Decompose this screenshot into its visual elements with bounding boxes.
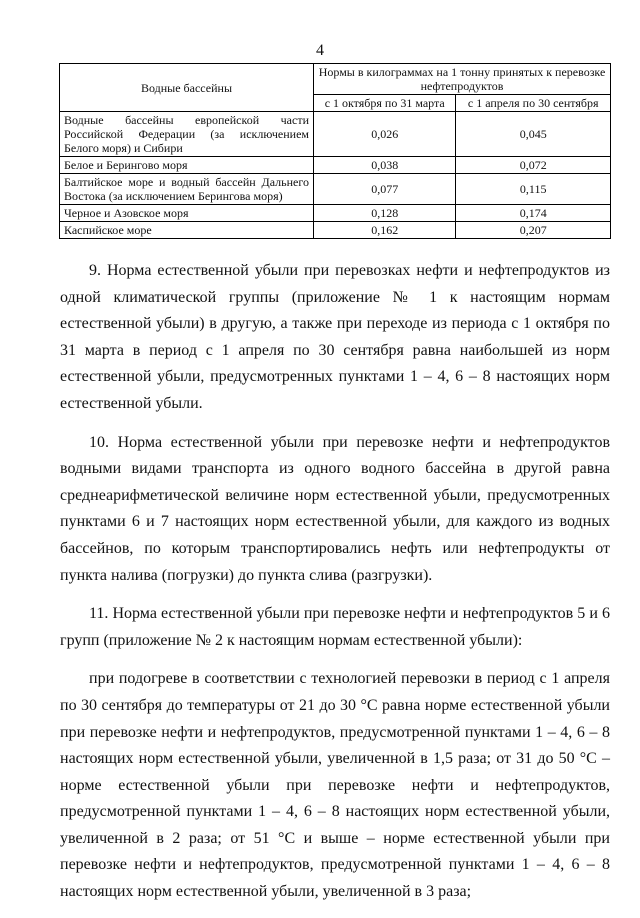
- table-row: [60, 222, 611, 239]
- norm-winter: 0,077: [314, 174, 456, 205]
- norm-summer: 0,072: [456, 157, 611, 174]
- norm-summer: 0,045: [456, 112, 611, 157]
- table-row: [60, 157, 611, 174]
- norm-summer: 0,174: [456, 205, 611, 222]
- table-row: [60, 112, 611, 157]
- paragraph-11: 11. Норма естественной убыли при перевозке нефти и нефтепродуктов 5 и 6 групп (приложение № 2 к настоящим нормам естественной убыли):: [60, 605, 610, 649]
- norm-summer: 0,115: [456, 174, 611, 205]
- basin-name: Белое и Берингово моря: [60, 157, 314, 174]
- header-basin: Водные бассейны: [60, 64, 314, 112]
- paragraph-11-heating: при подогреве в соответствии с технологией перевозки в период с 1 апреля по 30 сентября до температуры от 21 до 30 °С равна норме естественной убыли при перевозке нефти и нефтепродуктов, предусмотренной пунктами 1 – 4, 6 – 8 настоящих норм естественной убыли, увеличенной в 1,5 раза; от 31 до 50 °С – норме естественной убыли при перевозке нефти и нефтепродуктов, предусмотренной пунктами 1 – 4, 6 – 8 настоящих норм естественной убыли, увеличенной в 2 раза; от 51 °С и выше – норме естественной убыли при перевозке нефти и нефтепродуктов, предусмотренной пунктами 1 – 4, 6 – 8 настоящих норм естественной убыли, увеличенной в 3 раза;: [60, 670, 610, 901]
- norm-winter: 0,038: [314, 157, 456, 174]
- basin-name: Каспийское море: [60, 222, 314, 239]
- page-number: 4: [316, 42, 324, 59]
- norm-winter: 0,128: [314, 205, 456, 222]
- header-norms: Нормы в килограммах на 1 тонну принятых к перевозке нефтепродуктов: [314, 64, 611, 95]
- norms-table: [59, 63, 611, 239]
- norm-winter: 0,162: [314, 222, 456, 239]
- basin-name: Балтийское море и водный бассейн Дальнего Востока (за исключением Берингова моря): [60, 174, 314, 205]
- basin-name: Водные бассейны европейской части Российской Федерации (за исключением Белого моря) и Сибири: [60, 112, 314, 157]
- paragraph-9: 9. Норма естественной убыли при перевозках нефти и нефтепродуктов из одной климатической группы (приложение № 1 к настоящим нормам естественной убыли) в другую, а также при переходе из периода с 1 октября по 31 марта в период с 1 апреля по 30 сентября равна наибольшей из норм естественной убыли, предусмотренных пунктами 1 – 4, 6 – 8 настоящих норм естественной убыли.: [60, 262, 610, 412]
- paragraph-10: 10. Норма естественной убыли при перевозке нефти и нефтепродуктов водными видами транспорта из одного водного бассейна в другой равна среднеарифметической величине норм естественной убыли, предусмотренных пунктами 6 и 7 настоящих норм естественной убыли, для каждого из водных бассейнов, по которым транспортировались нефть или нефтепродукты от пункта налива (погрузки) до пункта слива (разгрузки).: [60, 433, 610, 584]
- norm-winter: 0,026: [314, 112, 456, 157]
- document-body: [60, 258, 610, 918]
- table-row: [60, 174, 611, 205]
- header-period-summer: с 1 апреля по 30 сентября: [456, 95, 611, 112]
- basin-name: Черное и Азовское моря: [60, 205, 314, 222]
- norm-summer: 0,207: [456, 222, 611, 239]
- header-period-winter: с 1 октября по 31 марта: [314, 95, 456, 112]
- table-row: [60, 205, 611, 222]
- table-header-row: [60, 64, 611, 95]
